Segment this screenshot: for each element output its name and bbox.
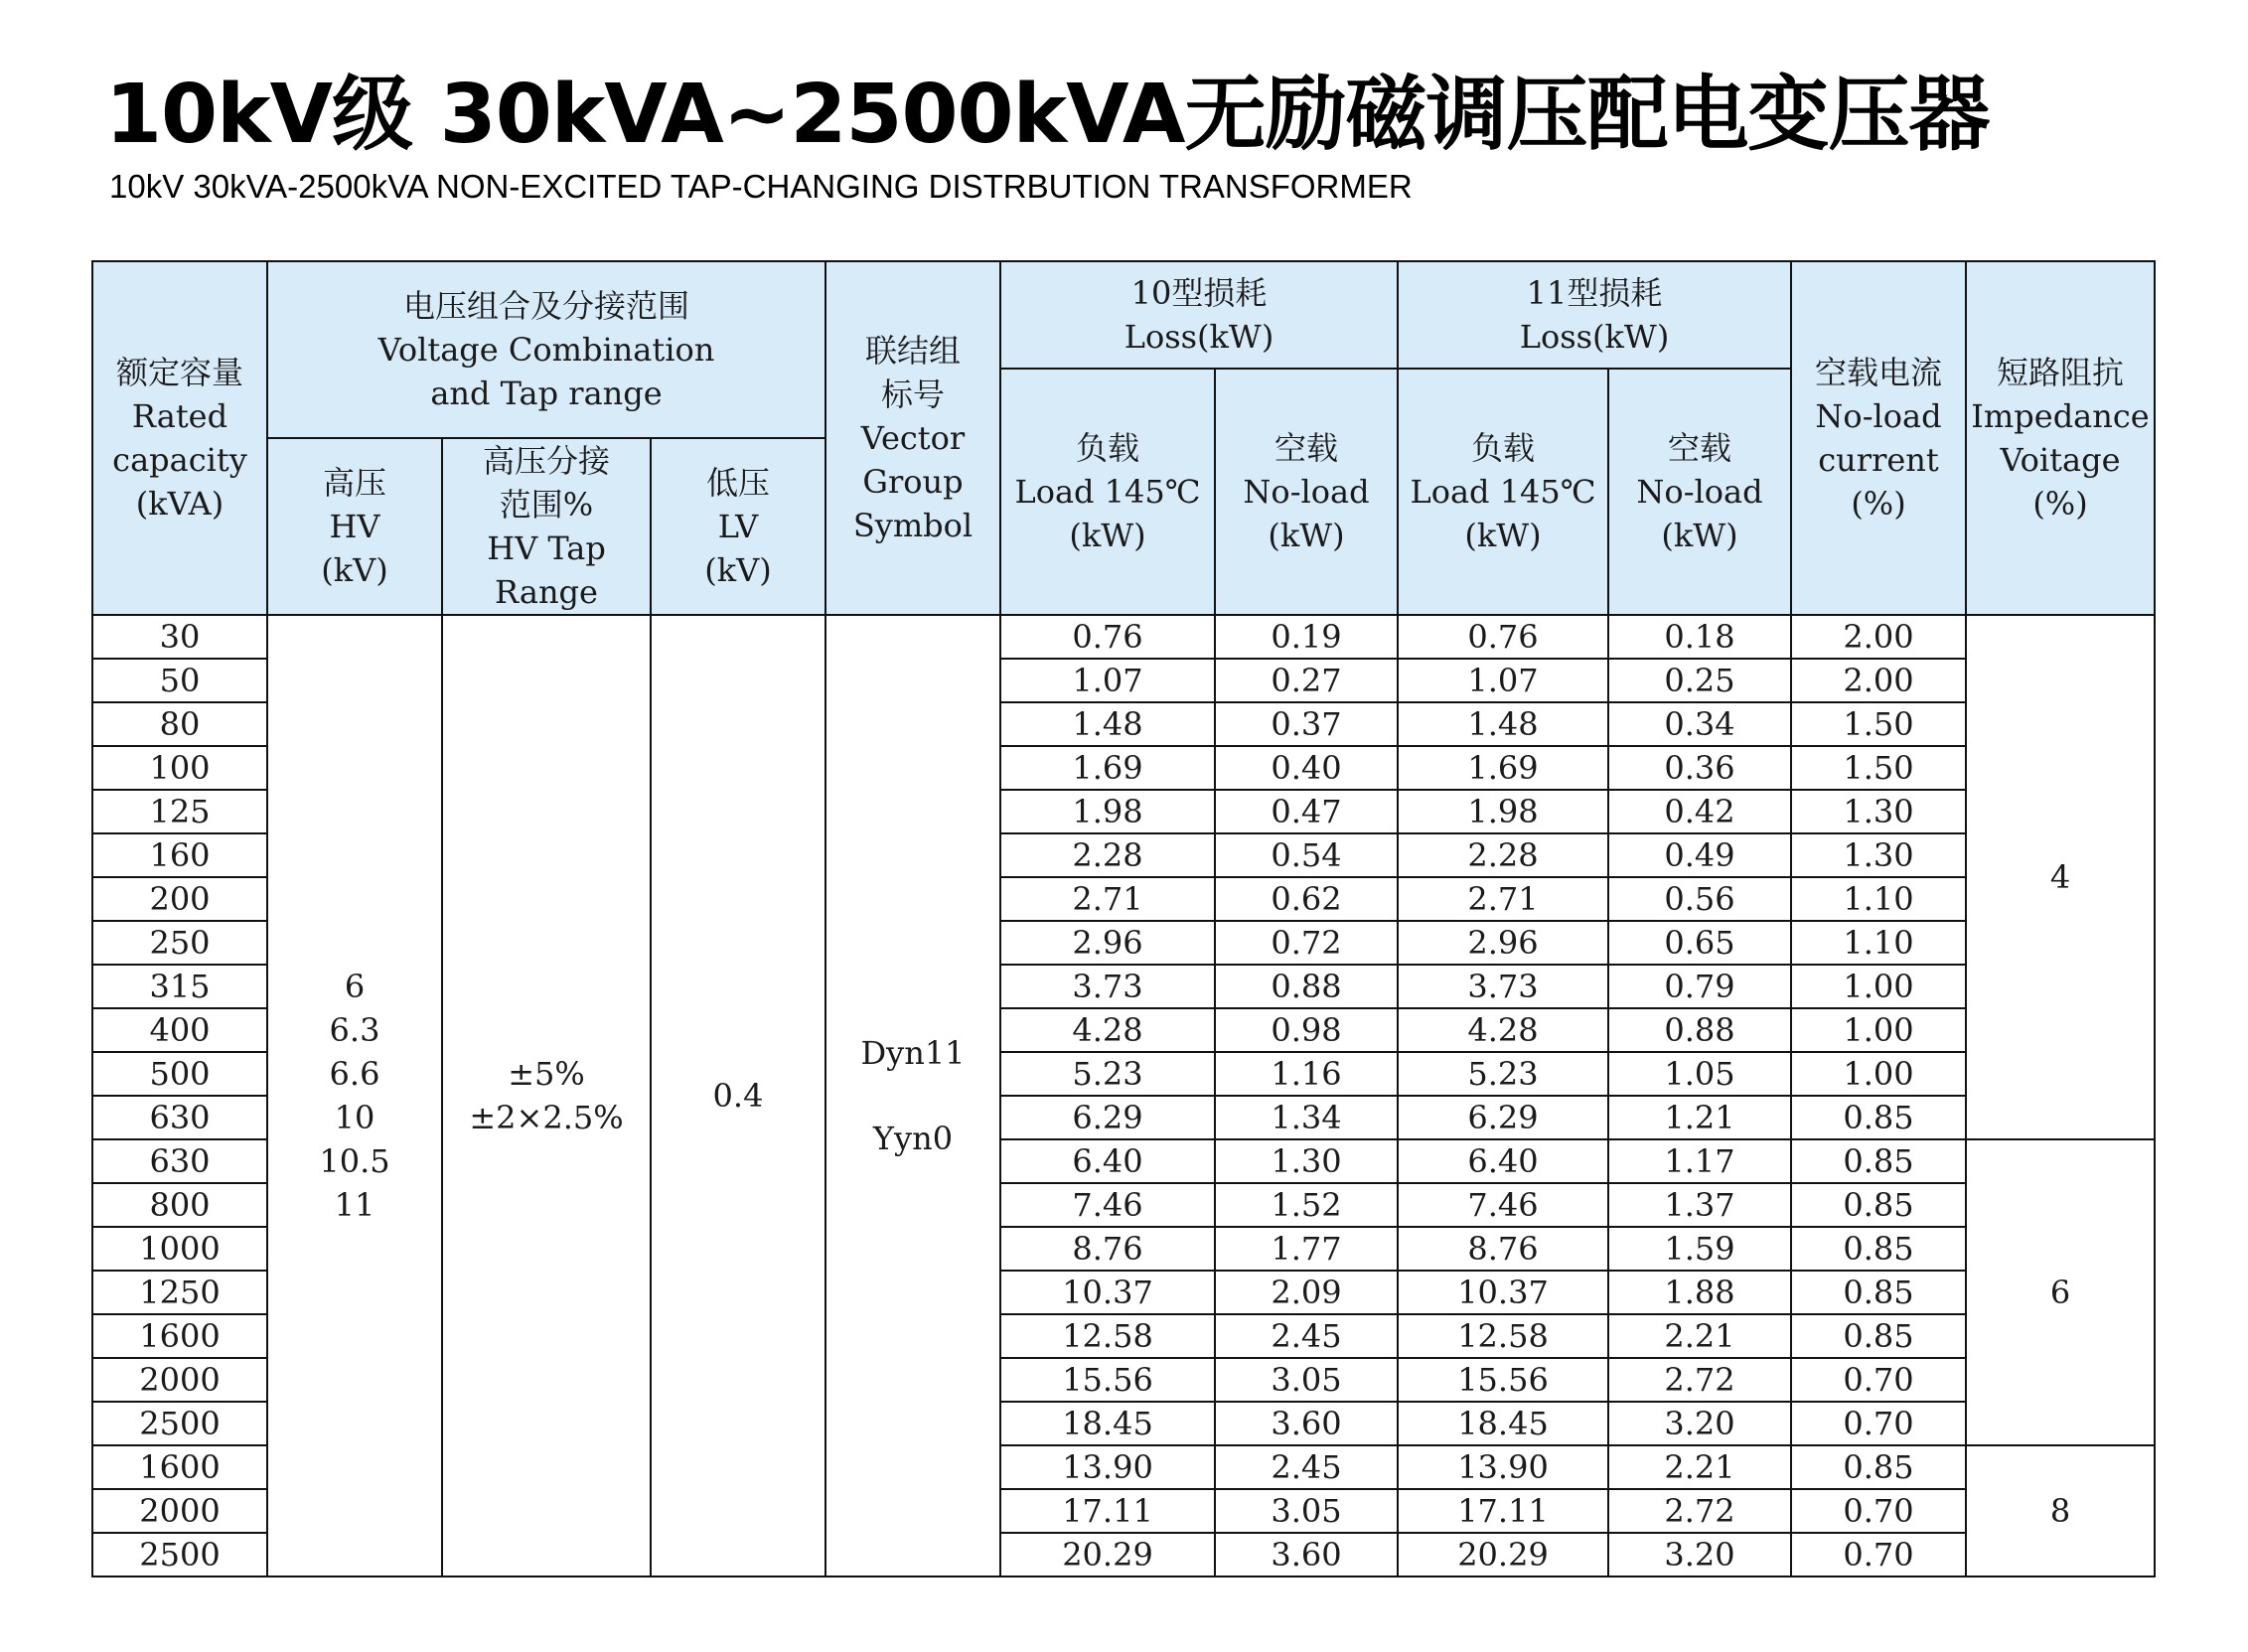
cell-noload-current: 1.50 xyxy=(1791,746,1966,790)
cell-load-10: 5.23 xyxy=(1000,1052,1215,1096)
cell-noload-11: 1.05 xyxy=(1608,1052,1791,1096)
cell-noload-10: 3.60 xyxy=(1215,1533,1398,1577)
header-loss-10: 10型损耗 Loss(kW) xyxy=(1000,261,1398,369)
cell-noload-10: 0.98 xyxy=(1215,1008,1398,1052)
cell-capacity: 125 xyxy=(92,790,267,833)
header-vector-group: 联结组 标号 Vector Group Symbol xyxy=(825,261,1000,615)
cell-noload-11: 1.88 xyxy=(1608,1271,1791,1314)
cell-noload-10: 1.16 xyxy=(1215,1052,1398,1096)
cell-load-11: 1.98 xyxy=(1398,790,1608,833)
cell-capacity: 1600 xyxy=(92,1314,267,1358)
cell-noload-current: 0.85 xyxy=(1791,1445,1966,1489)
cell-capacity: 50 xyxy=(92,659,267,702)
cell-noload-current: 2.00 xyxy=(1791,615,1966,659)
cell-noload-current: 2.00 xyxy=(1791,659,1966,702)
header-noload-current: 空载电流 No-load current (%) xyxy=(1791,261,1966,615)
cell-capacity: 30 xyxy=(92,615,267,659)
header-noload-11: 空载 No-load (kW) xyxy=(1608,369,1791,615)
cell-noload-11: 1.59 xyxy=(1608,1227,1791,1271)
table-body xyxy=(92,615,2155,1577)
cell-noload-current: 1.10 xyxy=(1791,877,1966,921)
cell-noload-current: 0.70 xyxy=(1791,1489,1966,1533)
table-header xyxy=(92,261,2155,615)
cell-impedance-group-1: 4 xyxy=(1966,615,2155,1139)
cell-noload-current: 1.30 xyxy=(1791,790,1966,833)
cell-noload-11: 0.42 xyxy=(1608,790,1791,833)
header-lv: 低压 LV (kV) xyxy=(651,438,825,615)
cell-noload-11: 0.65 xyxy=(1608,921,1791,965)
cell-load-11: 15.56 xyxy=(1398,1358,1608,1402)
cell-noload-11: 2.21 xyxy=(1608,1314,1791,1358)
header-hv-tap: 高压分接 范围% HV Tap Range xyxy=(442,438,651,615)
cell-load-11: 2.71 xyxy=(1398,877,1608,921)
cell-load-10: 2.71 xyxy=(1000,877,1215,921)
cell-noload-11: 3.20 xyxy=(1608,1533,1791,1577)
cell-noload-11: 2.21 xyxy=(1608,1445,1791,1489)
cell-noload-11: 2.72 xyxy=(1608,1489,1791,1533)
cell-load-10: 1.98 xyxy=(1000,790,1215,833)
cell-capacity: 800 xyxy=(92,1183,267,1227)
cell-load-10: 2.28 xyxy=(1000,833,1215,877)
cell-load-10: 1.48 xyxy=(1000,702,1215,746)
header-rated-capacity: 额定容量 Rated capacity (kVA) xyxy=(92,261,267,615)
cell-noload-11: 0.79 xyxy=(1608,965,1791,1008)
cell-noload-10: 0.40 xyxy=(1215,746,1398,790)
cell-noload-current: 0.70 xyxy=(1791,1358,1966,1402)
header-voltage-combination: 电压组合及分接范围 Voltage Combination and Tap range xyxy=(267,261,825,438)
cell-capacity: 1600 xyxy=(92,1445,267,1489)
cell-tap-values: ±5% ±2×2.5% xyxy=(442,615,651,1577)
cell-load-10: 1.07 xyxy=(1000,659,1215,702)
cell-load-10: 0.76 xyxy=(1000,615,1215,659)
cell-load-11: 2.28 xyxy=(1398,833,1608,877)
cell-noload-10: 0.88 xyxy=(1215,965,1398,1008)
page-subtitle: 10kV 30kVA-2500kVA NON-EXCITED TAP-CHANGING DISTRBUTION TRANSFORMER xyxy=(109,168,1413,205)
cell-noload-10: 0.27 xyxy=(1215,659,1398,702)
cell-noload-current: 1.10 xyxy=(1791,921,1966,965)
cell-load-11: 6.40 xyxy=(1398,1139,1608,1183)
cell-capacity: 630 xyxy=(92,1139,267,1183)
cell-noload-10: 1.77 xyxy=(1215,1227,1398,1271)
cell-load-11: 6.29 xyxy=(1398,1096,1608,1139)
header-hv: 高压 HV (kV) xyxy=(267,438,442,615)
cell-noload-10: 0.72 xyxy=(1215,921,1398,965)
cell-noload-10: 1.52 xyxy=(1215,1183,1398,1227)
cell-load-10: 12.58 xyxy=(1000,1314,1215,1358)
cell-noload-10: 3.05 xyxy=(1215,1489,1398,1533)
cell-load-10: 20.29 xyxy=(1000,1533,1215,1577)
cell-noload-current: 1.50 xyxy=(1791,702,1966,746)
cell-noload-10: 1.34 xyxy=(1215,1096,1398,1139)
cell-capacity: 500 xyxy=(92,1052,267,1096)
header-loss-11: 11型损耗 Loss(kW) xyxy=(1398,261,1791,369)
cell-noload-11: 3.20 xyxy=(1608,1402,1791,1445)
cell-load-11: 7.46 xyxy=(1398,1183,1608,1227)
cell-impedance-group-3: 8 xyxy=(1966,1445,2155,1577)
cell-load-11: 8.76 xyxy=(1398,1227,1608,1271)
cell-load-10: 4.28 xyxy=(1000,1008,1215,1052)
cell-noload-11: 1.17 xyxy=(1608,1139,1791,1183)
cell-capacity: 2000 xyxy=(92,1489,267,1533)
cell-noload-current: 0.85 xyxy=(1791,1227,1966,1271)
cell-load-10: 3.73 xyxy=(1000,965,1215,1008)
cell-load-10: 2.96 xyxy=(1000,921,1215,965)
cell-noload-11: 1.21 xyxy=(1608,1096,1791,1139)
cell-capacity: 200 xyxy=(92,877,267,921)
cell-noload-10: 3.60 xyxy=(1215,1402,1398,1445)
cell-load-10: 6.29 xyxy=(1000,1096,1215,1139)
cell-noload-current: 0.85 xyxy=(1791,1183,1966,1227)
cell-noload-11: 0.88 xyxy=(1608,1008,1791,1052)
cell-noload-11: 1.37 xyxy=(1608,1183,1791,1227)
spec-table xyxy=(91,260,2156,1577)
cell-load-11: 17.11 xyxy=(1398,1489,1608,1533)
cell-noload-10: 2.45 xyxy=(1215,1445,1398,1489)
cell-load-11: 10.37 xyxy=(1398,1271,1608,1314)
cell-noload-10: 0.19 xyxy=(1215,615,1398,659)
cell-noload-current: 0.70 xyxy=(1791,1533,1966,1577)
cell-noload-10: 0.54 xyxy=(1215,833,1398,877)
cell-load-10: 13.90 xyxy=(1000,1445,1215,1489)
header-impedance: 短路阻抗 Impedance Voitage (%) xyxy=(1966,261,2155,615)
cell-load-11: 1.69 xyxy=(1398,746,1608,790)
cell-noload-10: 1.30 xyxy=(1215,1139,1398,1183)
cell-noload-current: 0.85 xyxy=(1791,1139,1966,1183)
cell-capacity: 2500 xyxy=(92,1533,267,1577)
cell-load-10: 15.56 xyxy=(1000,1358,1215,1402)
cell-capacity: 100 xyxy=(92,746,267,790)
cell-impedance-group-2: 6 xyxy=(1966,1139,2155,1445)
cell-noload-11: 0.34 xyxy=(1608,702,1791,746)
cell-load-10: 18.45 xyxy=(1000,1402,1215,1445)
cell-load-11: 20.29 xyxy=(1398,1533,1608,1577)
cell-noload-10: 2.45 xyxy=(1215,1314,1398,1358)
cell-noload-10: 0.62 xyxy=(1215,877,1398,921)
cell-load-11: 2.96 xyxy=(1398,921,1608,965)
cell-capacity: 400 xyxy=(92,1008,267,1052)
cell-noload-11: 0.18 xyxy=(1608,615,1791,659)
cell-capacity: 2500 xyxy=(92,1402,267,1445)
cell-load-11: 3.73 xyxy=(1398,965,1608,1008)
cell-capacity: 2000 xyxy=(92,1358,267,1402)
cell-noload-current: 0.85 xyxy=(1791,1096,1966,1139)
cell-capacity: 1250 xyxy=(92,1271,267,1314)
cell-noload-current: 1.30 xyxy=(1791,833,1966,877)
cell-noload-11: 0.49 xyxy=(1608,833,1791,877)
cell-noload-current: 1.00 xyxy=(1791,965,1966,1008)
cell-lv-value: 0.4 xyxy=(651,615,825,1577)
cell-noload-10: 0.37 xyxy=(1215,702,1398,746)
cell-noload-current: 0.85 xyxy=(1791,1271,1966,1314)
cell-noload-11: 0.25 xyxy=(1608,659,1791,702)
cell-load-10: 10.37 xyxy=(1000,1271,1215,1314)
cell-capacity: 1000 xyxy=(92,1227,267,1271)
header-noload-10: 空载 No-load (kW) xyxy=(1215,369,1398,615)
cell-noload-11: 2.72 xyxy=(1608,1358,1791,1402)
header-load-11: 负载 Load 145℃ (kW) xyxy=(1398,369,1608,615)
cell-vector-group: Dyn11 Yyn0 xyxy=(825,615,1000,1577)
cell-load-10: 7.46 xyxy=(1000,1183,1215,1227)
page-title: 10kV级 30kVA~2500kVA无励磁调压配电变压器 xyxy=(105,68,1990,162)
cell-noload-current: 1.00 xyxy=(1791,1008,1966,1052)
cell-load-11: 1.48 xyxy=(1398,702,1608,746)
cell-noload-current: 1.00 xyxy=(1791,1052,1966,1096)
cell-capacity: 80 xyxy=(92,702,267,746)
cell-load-11: 18.45 xyxy=(1398,1402,1608,1445)
cell-load-11: 5.23 xyxy=(1398,1052,1608,1096)
cell-capacity: 250 xyxy=(92,921,267,965)
cell-capacity: 630 xyxy=(92,1096,267,1139)
cell-noload-10: 2.09 xyxy=(1215,1271,1398,1314)
cell-noload-10: 0.47 xyxy=(1215,790,1398,833)
cell-noload-current: 0.70 xyxy=(1791,1402,1966,1445)
cell-noload-10: 3.05 xyxy=(1215,1358,1398,1402)
cell-noload-11: 0.56 xyxy=(1608,877,1791,921)
cell-load-11: 12.58 xyxy=(1398,1314,1608,1358)
cell-load-10: 17.11 xyxy=(1000,1489,1215,1533)
cell-load-11: 1.07 xyxy=(1398,659,1608,702)
table-row xyxy=(92,615,2155,659)
cell-load-10: 8.76 xyxy=(1000,1227,1215,1271)
cell-load-11: 0.76 xyxy=(1398,615,1608,659)
cell-load-11: 4.28 xyxy=(1398,1008,1608,1052)
cell-load-10: 6.40 xyxy=(1000,1139,1215,1183)
cell-noload-current: 0.85 xyxy=(1791,1314,1966,1358)
cell-noload-11: 0.36 xyxy=(1608,746,1791,790)
cell-hv-values: 6 6.3 6.6 10 10.5 11 xyxy=(267,615,442,1577)
cell-load-10: 1.69 xyxy=(1000,746,1215,790)
cell-load-11: 13.90 xyxy=(1398,1445,1608,1489)
cell-capacity: 160 xyxy=(92,833,267,877)
header-load-10: 负载 Load 145℃ (kW) xyxy=(1000,369,1215,615)
cell-capacity: 315 xyxy=(92,965,267,1008)
